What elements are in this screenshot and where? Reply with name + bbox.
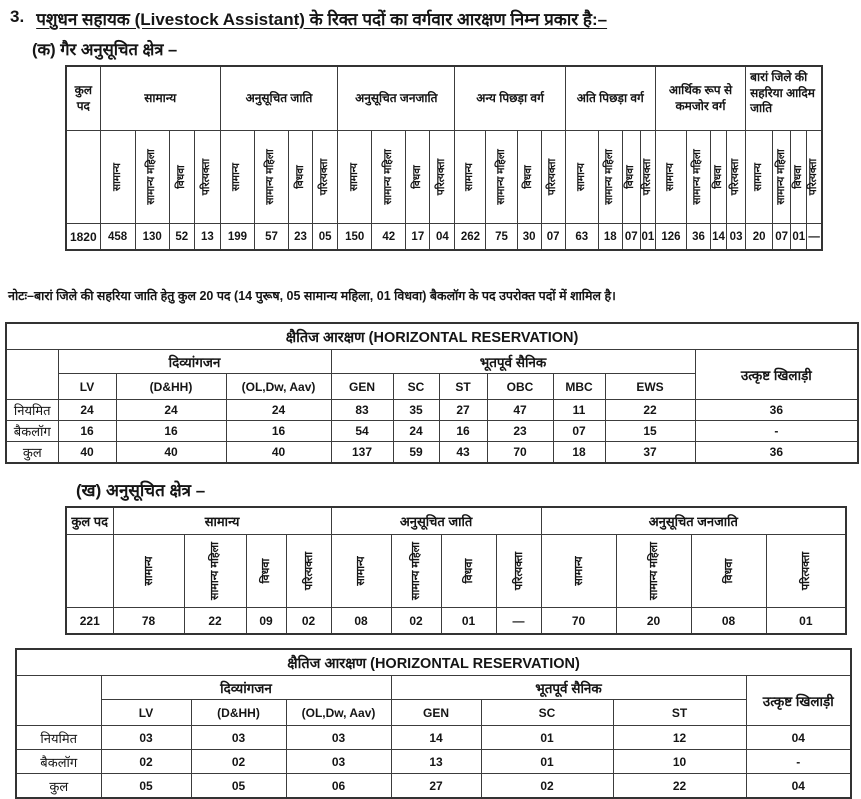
- category-subheader: विधवा: [169, 131, 194, 224]
- category-subheader: परित्यक्ता: [640, 131, 655, 224]
- reservation-count: 54: [331, 421, 393, 442]
- category-subheader: विधवा: [406, 131, 430, 224]
- scheduled-area-table: [65, 506, 847, 635]
- group-header-mbc: अति पिछड़ा वर्ग: [565, 66, 655, 131]
- vacancy-count: 458: [100, 224, 135, 251]
- reservation-count: -: [695, 421, 858, 442]
- category-subheader: विधवा: [441, 535, 496, 608]
- reservation-count: 12: [613, 726, 746, 750]
- column-header: GEN: [391, 700, 481, 726]
- reservation-count: 11: [553, 400, 605, 421]
- reservation-count: 22: [605, 400, 695, 421]
- vacancy-count: 63: [565, 224, 598, 251]
- reservation-count: 03: [101, 726, 191, 750]
- vacancy-count: 78: [113, 608, 184, 635]
- reservation-count: 07: [553, 421, 605, 442]
- vacancy-count: 07: [622, 224, 640, 251]
- category-subheader: सामान्य: [565, 131, 598, 224]
- category-subheader: सामान्य महिला: [486, 131, 517, 224]
- reservation-count: 18: [553, 442, 605, 464]
- reservation-count: 59: [393, 442, 439, 464]
- reservation-count: 24: [58, 400, 116, 421]
- horizontal-reservation-table-1: [5, 322, 859, 464]
- reservation-count: 40: [58, 442, 116, 464]
- category-subheader: सामान्य महिला: [773, 131, 791, 224]
- table4-title: क्षैतिज आरक्षण (HORIZONTAL RESERVATION): [16, 649, 851, 676]
- divyang-group-header: दिव्यांगजन: [58, 350, 331, 374]
- vacancy-count: 130: [135, 224, 169, 251]
- divyang-group-header: दिव्यांगजन: [101, 676, 391, 700]
- group-header-sahariya: बारां जिले की सहरिया आदिम जाति: [746, 66, 822, 131]
- vacancy-count: 02: [286, 608, 331, 635]
- vacancy-count: 01: [766, 608, 846, 635]
- excellent-player-header: उत्कृष्ट खिलाड़ी: [746, 676, 851, 726]
- vacancy-count: 07: [541, 224, 565, 251]
- blank-cell: [66, 131, 100, 224]
- category-subheader: सामान्य: [541, 535, 616, 608]
- table1-subheader-row: [66, 131, 822, 224]
- reservation-count: 05: [101, 774, 191, 799]
- vacancy-count: 18: [598, 224, 622, 251]
- category-subheader: विधवा: [246, 535, 286, 608]
- table2-regular-row: [6, 400, 858, 421]
- group-header-obc: अन्य पिछड़ा वर्ग: [455, 66, 565, 131]
- vacancy-count: 1820: [66, 224, 100, 251]
- row-label-backlog: बैकलॉग: [6, 421, 58, 442]
- category-subheader: सामान्य: [113, 535, 184, 608]
- vacancy-count: 52: [169, 224, 194, 251]
- row-label-regular: नियमित: [16, 726, 101, 750]
- heading-number: 3.: [10, 7, 25, 26]
- group-header-general: सामान्य: [100, 66, 220, 131]
- category-subheader: विधवा: [622, 131, 640, 224]
- total-posts-header: कुल पद: [66, 66, 100, 131]
- reservation-count: 24: [116, 400, 226, 421]
- category-subheader: सामान्य महिला: [135, 131, 169, 224]
- category-subheader: परित्यक्ता: [430, 131, 455, 224]
- reservation-count: 16: [116, 421, 226, 442]
- category-subheader: विधवा: [791, 131, 807, 224]
- reservation-count: 27: [439, 400, 487, 421]
- vacancy-count: 08: [691, 608, 766, 635]
- vacancy-count: 01: [640, 224, 655, 251]
- category-subheader: सामान्य: [746, 131, 773, 224]
- category-subheader: सामान्य: [455, 131, 486, 224]
- blank-cell: [6, 350, 58, 400]
- column-header: LV: [58, 374, 116, 400]
- reservation-count: 24: [226, 400, 331, 421]
- column-header: (OL,Dw, Aav): [286, 700, 391, 726]
- vacancy-count: 01: [791, 224, 807, 251]
- column-header: MBC: [553, 374, 605, 400]
- vacancy-count: 01: [441, 608, 496, 635]
- category-subheader: सामान्य महिला: [391, 535, 441, 608]
- vacancy-count: 04: [430, 224, 455, 251]
- category-subheader: परित्यक्ता: [286, 535, 331, 608]
- category-subheader: सामान्य महिला: [598, 131, 622, 224]
- reservation-count: 03: [286, 726, 391, 750]
- table4-total-row: [16, 774, 851, 799]
- vacancy-count: 126: [655, 224, 686, 251]
- table3-subheader-row: [66, 535, 846, 608]
- category-subheader: सामान्य महिला: [372, 131, 406, 224]
- table1-data-row: [66, 224, 822, 251]
- reservation-count: 70: [487, 442, 553, 464]
- vacancy-count: 262: [455, 224, 486, 251]
- reservation-count: 02: [101, 750, 191, 774]
- note-text: नोटः–बारां जिले की सहरिया जाति हेतु कुल 20 पद (14 पुरूष, 05 सामान्य महिला, 01 विधवा) बैकलॉग के पद उपरोक्त पदों में शामिल है।: [8, 289, 616, 303]
- vacancy-count: 70: [541, 608, 616, 635]
- vacancy-count: 14: [711, 224, 727, 251]
- vacancy-count: 07: [773, 224, 791, 251]
- column-header: OBC: [487, 374, 553, 400]
- vacancy-count: 03: [727, 224, 746, 251]
- column-header: SC: [481, 700, 613, 726]
- vacancy-count: 221: [66, 608, 113, 635]
- reservation-count: 01: [481, 726, 613, 750]
- reservation-count: 16: [58, 421, 116, 442]
- column-header: GEN: [331, 374, 393, 400]
- reservation-count: 03: [286, 750, 391, 774]
- reservation-count: 40: [116, 442, 226, 464]
- category-subheader: सामान्य: [331, 535, 391, 608]
- vacancy-count: 02: [391, 608, 441, 635]
- table4-subheader-row: [16, 700, 851, 726]
- section-b-heading: (ख) अनुसूचित क्षेत्र –: [76, 481, 206, 500]
- row-label-total: कुल: [16, 774, 101, 799]
- row-label-backlog: बैकलॉग: [16, 750, 101, 774]
- category-subheader: सामान्य महिला: [254, 131, 288, 224]
- table2-title: क्षैतिज आरक्षण (HORIZONTAL RESERVATION): [6, 323, 858, 350]
- reservation-count: 36: [695, 442, 858, 464]
- reservation-count: 83: [331, 400, 393, 421]
- reservation-count: 23: [487, 421, 553, 442]
- reservation-count: 36: [695, 400, 858, 421]
- column-header: (OL,Dw, Aav): [226, 374, 331, 400]
- category-subheader: परित्यक्ता: [194, 131, 220, 224]
- row-label-regular: नियमित: [6, 400, 58, 421]
- table3-group-header-row: [66, 507, 846, 535]
- reservation-count: 02: [481, 774, 613, 799]
- group-header-sc: अनुसूचित जाति: [331, 507, 541, 535]
- horizontal-reservation-table-2: [15, 648, 852, 799]
- vacancy-count: 09: [246, 608, 286, 635]
- reservation-count: 35: [393, 400, 439, 421]
- vacancy-count: —: [496, 608, 541, 635]
- table2-backlog-row: [6, 421, 858, 442]
- table2-title-row: [6, 323, 858, 350]
- vacancy-count: 23: [289, 224, 313, 251]
- blank-cell: [66, 535, 113, 608]
- reservation-count: 14: [391, 726, 481, 750]
- category-subheader: परित्यक्ता: [496, 535, 541, 608]
- exserviceman-group-header: भूतपूर्व सैनिक: [391, 676, 746, 700]
- vacancy-count: 42: [372, 224, 406, 251]
- category-subheader: परित्यक्ता: [766, 535, 846, 608]
- heading-text: पशुधन सहायक (Livestock Assistant) के रिक्त पदों का वर्गवार आरक्षण निम्न प्रकार है:–: [36, 10, 608, 29]
- category-subheader: सामान्य: [338, 131, 372, 224]
- vacancy-count: —: [807, 224, 822, 251]
- reservation-count: 13: [391, 750, 481, 774]
- reservation-count: 03: [191, 726, 286, 750]
- category-subheader: सामान्य: [100, 131, 135, 224]
- reservation-count: 24: [393, 421, 439, 442]
- category-subheader: विधवा: [711, 131, 727, 224]
- reservation-count: 16: [226, 421, 331, 442]
- reservation-count: 47: [487, 400, 553, 421]
- table2-total-row: [6, 442, 858, 464]
- vacancy-count: 20: [746, 224, 773, 251]
- reservation-count: 22: [613, 774, 746, 799]
- reservation-count: 10: [613, 750, 746, 774]
- category-subheader: परित्यक्ता: [541, 131, 565, 224]
- category-subheader: सामान्य महिला: [616, 535, 691, 608]
- non-scheduled-area-table: [65, 65, 823, 251]
- table4-regular-row: [16, 726, 851, 750]
- vacancy-count: 08: [331, 608, 391, 635]
- exserviceman-group-header: भूतपूर्व सैनिक: [331, 350, 695, 374]
- section-a-heading: (क) गैर अनुसूचित क्षेत्र –: [32, 41, 178, 59]
- category-subheader: परित्यक्ता: [313, 131, 338, 224]
- vacancy-count: 36: [686, 224, 710, 251]
- category-subheader: सामान्य महिला: [184, 535, 246, 608]
- vacancy-count: 75: [486, 224, 517, 251]
- category-subheader: परित्यक्ता: [727, 131, 746, 224]
- excellent-player-header: उत्कृष्ट खिलाड़ी: [695, 350, 858, 400]
- category-subheader: विधवा: [289, 131, 313, 224]
- column-header: SC: [393, 374, 439, 400]
- reservation-count: -: [746, 750, 851, 774]
- column-header: EWS: [605, 374, 695, 400]
- column-header: ST: [613, 700, 746, 726]
- category-subheader: सामान्य महिला: [686, 131, 710, 224]
- vacancy-count: 199: [220, 224, 254, 251]
- vacancy-count: 17: [406, 224, 430, 251]
- reservation-count: 06: [286, 774, 391, 799]
- column-header: LV: [101, 700, 191, 726]
- vacancy-count: 57: [254, 224, 288, 251]
- column-header: ST: [439, 374, 487, 400]
- category-subheader: विधवा: [517, 131, 541, 224]
- reservation-count: 137: [331, 442, 393, 464]
- table4-backlog-row: [16, 750, 851, 774]
- reservation-count: 40: [226, 442, 331, 464]
- category-subheader: परित्यक्ता: [807, 131, 822, 224]
- reservation-count: 02: [191, 750, 286, 774]
- blank-cell: [16, 676, 101, 726]
- group-header-ews: आर्थिक रूप से कमजोर वर्ग: [655, 66, 745, 131]
- vacancy-count: 22: [184, 608, 246, 635]
- reservation-count: 04: [746, 726, 851, 750]
- vacancy-count: 13: [194, 224, 220, 251]
- vacancy-count: 20: [616, 608, 691, 635]
- group-header-st: अनुसूचित जनजाति: [541, 507, 846, 535]
- reservation-count: 27: [391, 774, 481, 799]
- vacancy-count: 30: [517, 224, 541, 251]
- vacancy-count: 150: [338, 224, 372, 251]
- reservation-count: 43: [439, 442, 487, 464]
- table1-group-header-row: [66, 66, 822, 131]
- column-header: (D&HH): [191, 700, 286, 726]
- category-subheader: विधवा: [691, 535, 766, 608]
- reservation-count: 37: [605, 442, 695, 464]
- reservation-count: 04: [746, 774, 851, 799]
- table4-group-header-row: [16, 676, 851, 700]
- main-heading: [10, 7, 861, 30]
- row-label-total: कुल: [6, 442, 58, 464]
- total-posts-header: कुल पद: [66, 507, 113, 535]
- table3-data-row: [66, 608, 846, 635]
- reservation-count: 15: [605, 421, 695, 442]
- table2-group-header-row: [6, 350, 858, 374]
- reservation-count: 01: [481, 750, 613, 774]
- reservation-count: 05: [191, 774, 286, 799]
- category-subheader: सामान्य: [220, 131, 254, 224]
- group-header-sc: अनुसूचित जाति: [220, 66, 337, 131]
- vacancy-count: 05: [313, 224, 338, 251]
- group-header-general: सामान्य: [113, 507, 331, 535]
- column-header: (D&HH): [116, 374, 226, 400]
- group-header-st: अनुसूचित जनजाति: [338, 66, 455, 131]
- table4-title-row: [16, 649, 851, 676]
- reservation-count: 16: [439, 421, 487, 442]
- category-subheader: सामान्य: [655, 131, 686, 224]
